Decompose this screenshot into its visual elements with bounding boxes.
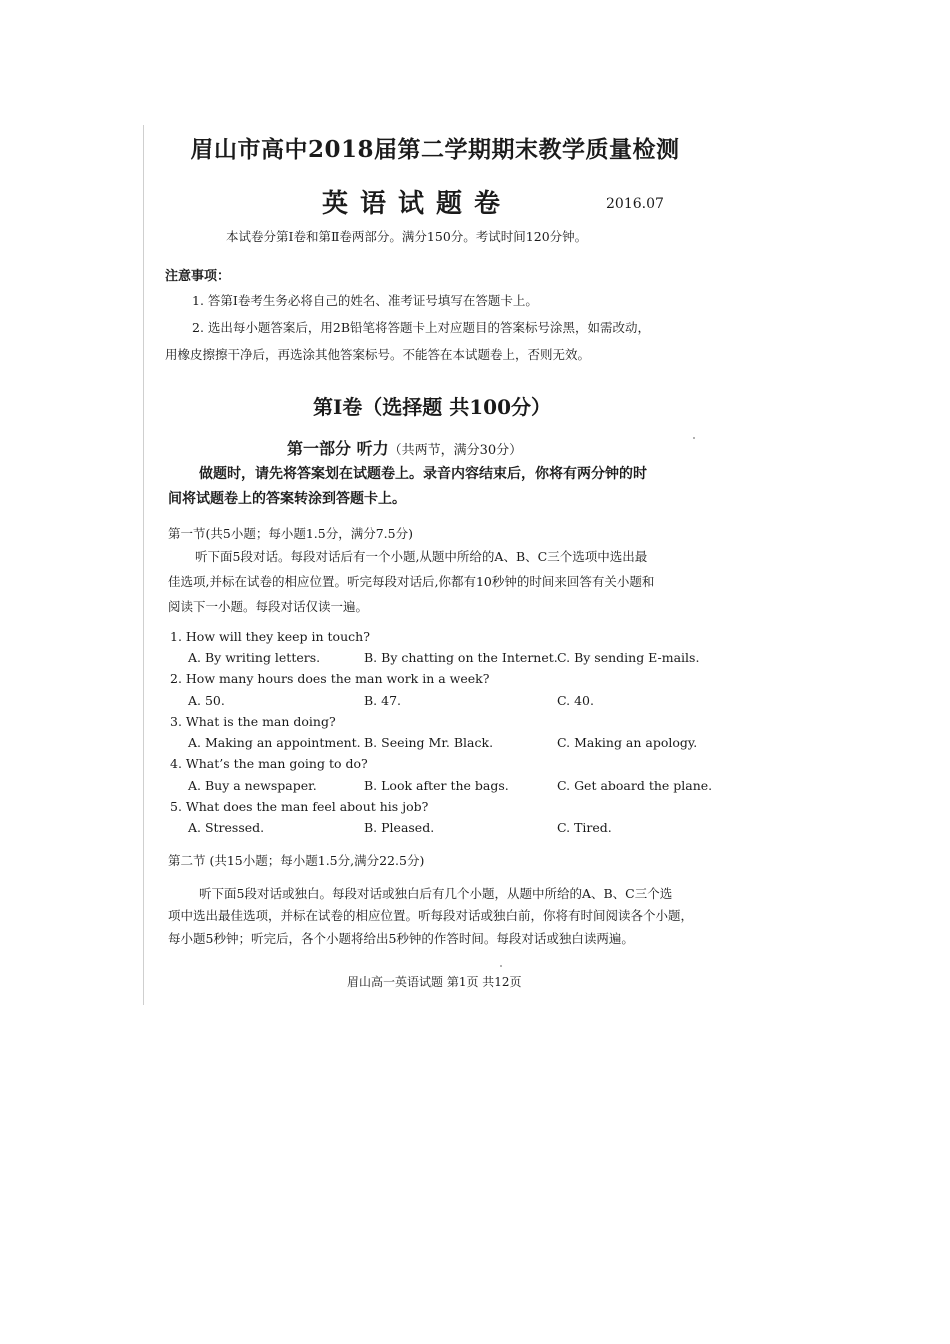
question-1-option-c: C. By sending E-mails. <box>557 650 700 665</box>
question-4-option-c: C. Get aboard the plane. <box>557 778 713 793</box>
part1-direction-line-2: 间将试题卷上的答案转涂到答题卡上。 <box>168 491 406 507</box>
question-2-option-a: A. 50. <box>188 693 225 708</box>
part1-title <box>287 436 522 459</box>
notice-item-2-line-2: 用橡皮擦擦干净后，再选涂其他答案标号。不能答在本试题卷上，否则无效。 <box>165 347 591 362</box>
section2-direction-line-2: 项中选出最佳选项，并标在试卷的相应位置。听每段对话或独白前，你将有时间阅读各个小题， <box>168 908 694 923</box>
section1-direction-line-3: 阅读下一小题。每段对话仅读一遍。 <box>168 599 369 614</box>
page-footer: 眉山高一英语试题 第1页 共12页 <box>347 975 522 989</box>
notice-heading: 注意事项： <box>165 269 231 284</box>
volume-title: 第Ⅰ卷（选择题 共100分） <box>312 395 552 419</box>
question-5: 5. What does the man feel about his job? <box>170 799 429 814</box>
notice-item-1: 1. 答第Ⅰ卷考生务必将自己的姓名、准考证号填写在答题卡上。 <box>192 293 538 308</box>
scan-speck <box>500 965 502 967</box>
part1-title-text: 第一部分 听力 <box>287 439 389 458</box>
question-3-option-b: B. Seeing Mr. Black. <box>364 735 494 750</box>
section2-direction-line-3: 每小题5秒钟；听完后，各个小题将给出5秒钟的作答时间。每段对话或独白读两遍。 <box>168 931 634 946</box>
question-4: 4. What’s the man going to do? <box>170 756 368 771</box>
question-1: 1. How will they keep in touch? <box>170 629 370 644</box>
part1-direction-line-1: 做题时，请先将答案划在试题卷上。录音内容结束后，你将有两分钟的时 <box>199 466 647 482</box>
part1-subtitle: （共两节，满分30分） <box>388 443 523 458</box>
question-5-option-b: B. Pleased. <box>364 820 435 835</box>
question-3-option-c: C. Making an apology. <box>557 735 698 750</box>
exam-intro: 本试卷分第Ⅰ卷和第Ⅱ卷两部分。满分150分。考试时间120分钟。 <box>226 229 588 244</box>
section2-direction-line-1: 听下面5段对话或独白。每段对话或独白后有几个小题，从题中所给的A、B、C三个选 <box>199 886 673 901</box>
question-5-option-a: A. Stressed. <box>188 820 265 835</box>
scan-speck <box>693 437 695 439</box>
question-3: 3. What is the man doing? <box>170 714 336 729</box>
scan-margin-line <box>143 125 144 1005</box>
question-2-option-c: C. 40. <box>557 693 594 708</box>
question-1-option-a: A. By writing letters. <box>188 650 321 665</box>
question-3-option-a: A. Making an appointment. <box>188 735 361 750</box>
section1-direction-line-2: 佳选项,并标在试卷的相应位置。听完每段对话后,你都有10秒钟的时间来回答有关小题和 <box>168 574 655 589</box>
exam-subtitle: 英语试题卷 <box>322 189 513 219</box>
section1-heading: 第一节(共5小题；每小题1.5分，满分7.5分) <box>168 526 413 541</box>
section2-heading: 第二节 (共15小题；每小题1.5分,满分22.5分) <box>168 853 425 868</box>
section1-direction-line-1: 听下面5段对话。每段对话后有一个小题,从题中所给的A、B、C三个选项中选出最 <box>195 549 648 564</box>
exam-date: 2016.07 <box>606 196 664 212</box>
question-2: 2. How many hours does the man work in a week? <box>170 671 490 686</box>
question-5-option-c: C. Tired. <box>557 820 612 835</box>
notice-item-2-line-1: 2. 选出每小题答案后，用2B铅笔将答题卡上对应题目的答案标号涂黑，如需改动， <box>192 320 651 335</box>
question-4-option-a: A. Buy a newspaper. <box>188 778 317 793</box>
exam-title: 眉山市高中2018届第二学期期末教学质量检测 <box>190 136 680 163</box>
question-4-option-b: B. Look after the bags. <box>364 778 509 793</box>
question-2-option-b: B. 47. <box>364 693 402 708</box>
question-1-option-b: B. By chatting on the Internet. <box>364 650 558 665</box>
